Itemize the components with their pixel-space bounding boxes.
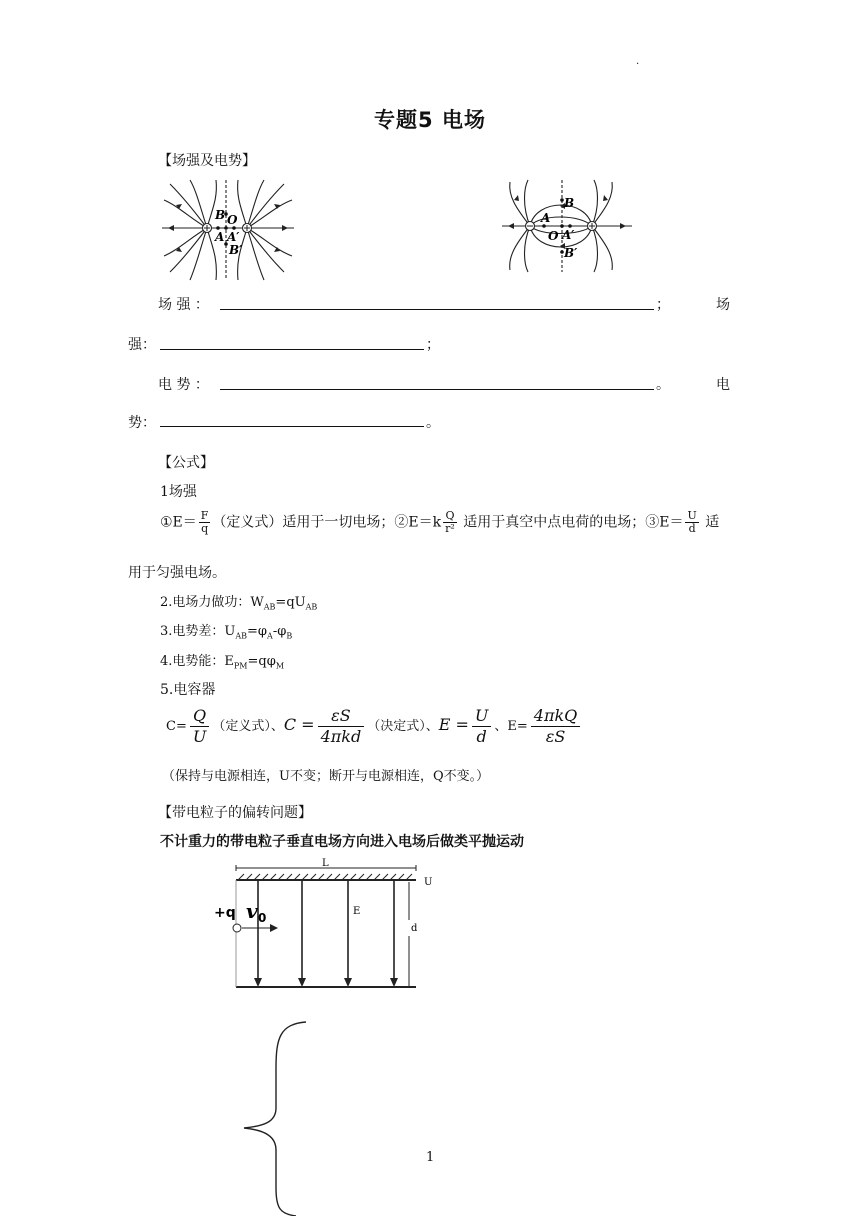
line-3-end: 。 <box>656 377 670 393</box>
item-potential-energy: 4.电势能：$E_{PM}=q\varphi_M$ <box>160 654 285 671</box>
fraction-u-over-d: $\frac{U}{d}$ <box>687 509 697 535</box>
page-number: 1 <box>426 1150 435 1165</box>
deflection-statement: 不计重力的带电粒子垂直电场方向进入电场后做类平抛运动 <box>160 834 524 850</box>
plate-length-label: L <box>322 858 329 869</box>
field-strength-label-2: 强： <box>128 337 156 353</box>
opposite-charges-diagram <box>500 178 634 274</box>
plate-voltage-label: U <box>424 877 433 888</box>
potential-label-1: 电 势 ： <box>158 377 209 393</box>
right-label-o: O <box>548 229 559 243</box>
fraction-4pikq-over-es: 4πkQ εS <box>531 706 581 747</box>
left-label-a: A <box>215 230 225 244</box>
answer-line-4[interactable] <box>160 426 424 427</box>
left-label-b2: B′ <box>229 243 243 257</box>
line-3-tail: 电 <box>716 377 730 393</box>
plate-distance-label: d <box>411 923 418 934</box>
field-label: E <box>353 906 361 917</box>
item-capacitor: 5.电容器 <box>160 682 216 698</box>
line-4-end: 。 <box>426 415 440 431</box>
line-1-tail: 场 <box>716 297 730 313</box>
fraction-f-over-q: $\frac{F}{q}$ <box>200 509 209 535</box>
section-deflection: 【带电粒子的偏转问题】 <box>158 805 312 821</box>
right-label-a: A <box>541 211 551 225</box>
fraction-q-over-r2: $\frac{Q}{\text{r²}}$ <box>445 509 455 535</box>
fraction-es-over-4pikd: εS 4πkd <box>318 706 365 747</box>
right-label-a2: A′ <box>562 228 575 242</box>
answer-line-1[interactable] <box>220 309 654 310</box>
velocity-subscript: 0 <box>258 911 267 925</box>
section-formulas: 【公式】 <box>158 455 214 471</box>
answer-line-2[interactable] <box>160 349 424 350</box>
item-field-strength: 1场强 <box>160 484 197 500</box>
line-1-end: ； <box>656 297 670 313</box>
left-label-o: O <box>227 213 238 227</box>
field-strength-label-1: 场 强 ： <box>158 297 209 313</box>
answer-line-3[interactable] <box>220 389 654 390</box>
uniform-field-continuation: 用于匀强电场。 <box>128 565 226 581</box>
right-label-b: B <box>564 196 575 210</box>
fraction-q-over-u: $\frac{Q}{U}$ <box>190 706 209 747</box>
potential-label-2: 势： <box>128 415 156 431</box>
like-charges-diagram <box>160 178 296 282</box>
parallel-plate-diagram <box>208 856 440 992</box>
charge-label: +q <box>214 905 236 921</box>
page-title: 专题5 电场 <box>374 108 486 132</box>
section-field-potential: 【场强及电势】 <box>158 153 256 169</box>
left-label-a2: A′ <box>227 230 240 244</box>
capacitor-formulas: C= $\frac{Q}{U}$ （定义式）、C = εS 4πkd （决定式）、E = $\frac{U}{d}$ 、E= 4πkQ εS <box>166 706 583 747</box>
item-potential-difference: 3.电势差：$U_{AB}=\varphi_A-\varphi_B$ <box>160 624 293 641</box>
velocity-label: v <box>246 899 258 923</box>
left-label-b: B <box>215 208 226 222</box>
header-mark: . <box>636 56 640 67</box>
field-strength-formulas: ①E＝ $\frac{F}{q}$ （定义式）适用于一切电场；②E＝k $\frac{Q}{\text{r²}}$ 适用于真空中点电荷的电场；③E＝ $\frac{U}{d}$ 适 <box>160 509 720 535</box>
line-2-end: ； <box>426 337 440 353</box>
fraction-u-over-d-2: $\frac{U}{d}$ <box>472 706 491 747</box>
item-work: 2.电场力做功：$W_{AB}=qU_{AB}$ <box>160 595 318 612</box>
left-brace <box>240 1018 310 1216</box>
capacitor-note: （保持与电源相连，U不变；断开与电源相连，Q不变。） <box>162 769 490 784</box>
right-label-b2: B′ <box>564 246 578 260</box>
